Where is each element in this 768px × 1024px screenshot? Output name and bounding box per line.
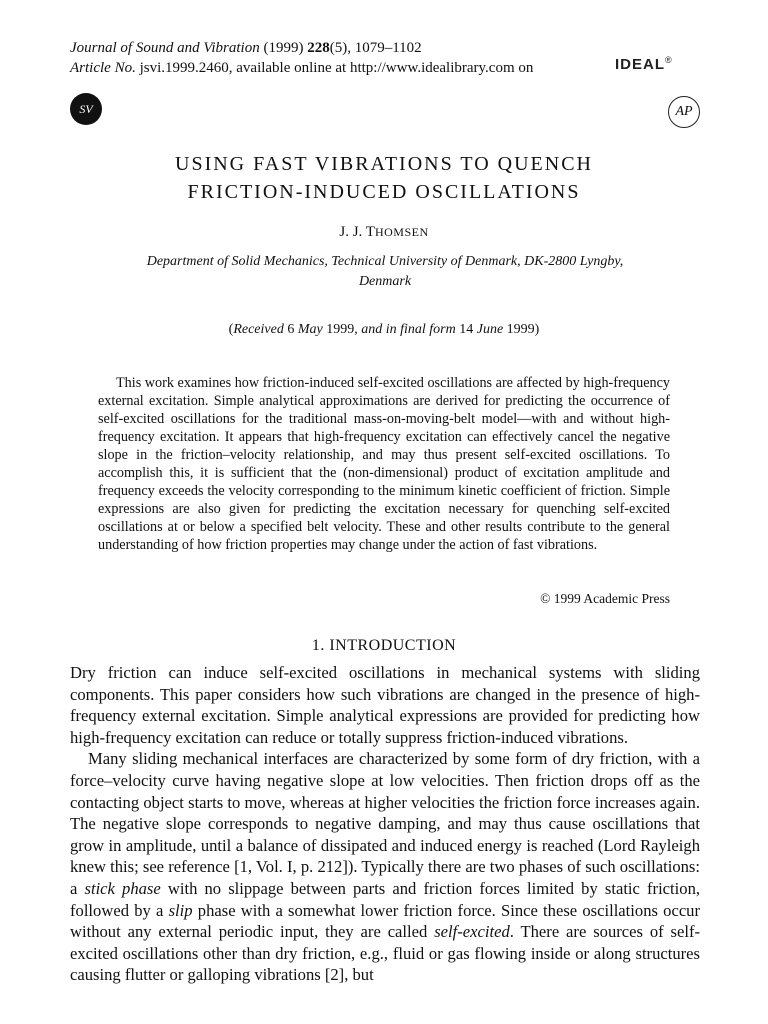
article-availability: jsvi.1999.2460, available online at http://www.idealibrary.com on [139, 60, 534, 76]
intro-paragraph-1: Dry friction can induce self-excited oscillations in mechanical systems with sliding components. This paper considers how such vibrations are changed in the presence of high-frequency external excitation. Simple analytical expressions are provided for predicting how high-frequency excitation can reduce or totally suppress friction-induced vibrations. [70, 663, 700, 747]
abstract-text: This work examines how friction-induced self-excited oscillations are affected by high-frequency external excitation. Simple analytical approximations are derived for predicting the occurrence of self-excited oscillations for the traditional mass-on-moving-belt model—with and without high-frequency excitation. It appears that high-frequency excitation can effectively cancel the negative slope in the friction–velocity relationship, and may thus present self-excited oscillations. To accomplish this, it is sufficient that the (non-dimensional) product of excitation amplitude and frequency exceeds the velocity corresponding to the minimum kinetic coefficient of friction. Simple expressions are also given for predicting the excitation necessary for quenching self-excited oscillations at or below a specified belt velocity. These and other results contribute to the general understanding of how friction properties may change under the action of fast vibrations. [98, 375, 670, 553]
academic-press-logo: AP [668, 96, 700, 128]
ideal-logo: IDEAL® [615, 55, 673, 73]
journal-header [70, 38, 533, 78]
journal-name: Journal of Sound and Vibration [70, 40, 260, 56]
term-self-excited: self-excited [434, 922, 510, 942]
term-slip: slip [168, 900, 193, 920]
affiliation-line-1: Department of Solid Mechanics, Technical University of Denmark, DK-2800 Lyngby, [146, 254, 624, 269]
intro-paragraph-2: Many sliding mechanical interfaces are characterized by some form of dry friction, with a force–velocity curve having negative slope at low velocities. Then friction drops off as the contacting object starts to move, whereas at higher velocities the friction force increases again. The negative slope corresponds to negative damping, and may thus cause oscillations that grow in amplitude, until a balance of dissipated and induced energy is reached (Lord Rayleigh knew this; see reference [1, Vol. I, p. 212]). Typically there are two phases of such oscillations: a stick phase with no slippage between parts and friction forces limited by static friction, followed by a slip phase with a somewhat lower friction force. Since these oscillations occur without any external periodic input, they are called self-excited. There are sources of self-excited oscillations other than dry friction, e.g., fluid or gas flowing inside or along structures causing flutter or galloping vibrations [2], but [70, 749, 701, 985]
journal-year: (1999) [263, 40, 304, 56]
registered-mark: ® [665, 55, 673, 65]
article-number-line [70, 58, 533, 78]
paper-title-line-2: FRICTION-INDUCED OSCILLATIONS [187, 181, 581, 203]
section-heading-introduction: 1. INTRODUCTION [311, 637, 457, 654]
author-name: J. J. THOMSEN [339, 224, 429, 240]
author-affiliation [90, 252, 680, 292]
copyright-notice: © 1999 Academic Press [540, 591, 670, 606]
term-stick-phase: stick phase [84, 878, 161, 898]
received-dates: (Received 6 May 1999, and in final form 14 June 1999) [228, 322, 540, 337]
affiliation-line-2: Denmark [358, 274, 412, 289]
journal-volume: 228 [307, 40, 330, 56]
introduction-body [70, 662, 700, 986]
article-label: Article No. [70, 60, 136, 76]
journal-citation-line [70, 38, 533, 58]
paper-title-line-1: USING FAST VIBRATIONS TO QUENCH [175, 153, 593, 175]
sv-publisher-logo: SV [70, 93, 102, 125]
journal-issue-pages: (5), 1079–1102 [329, 40, 422, 56]
